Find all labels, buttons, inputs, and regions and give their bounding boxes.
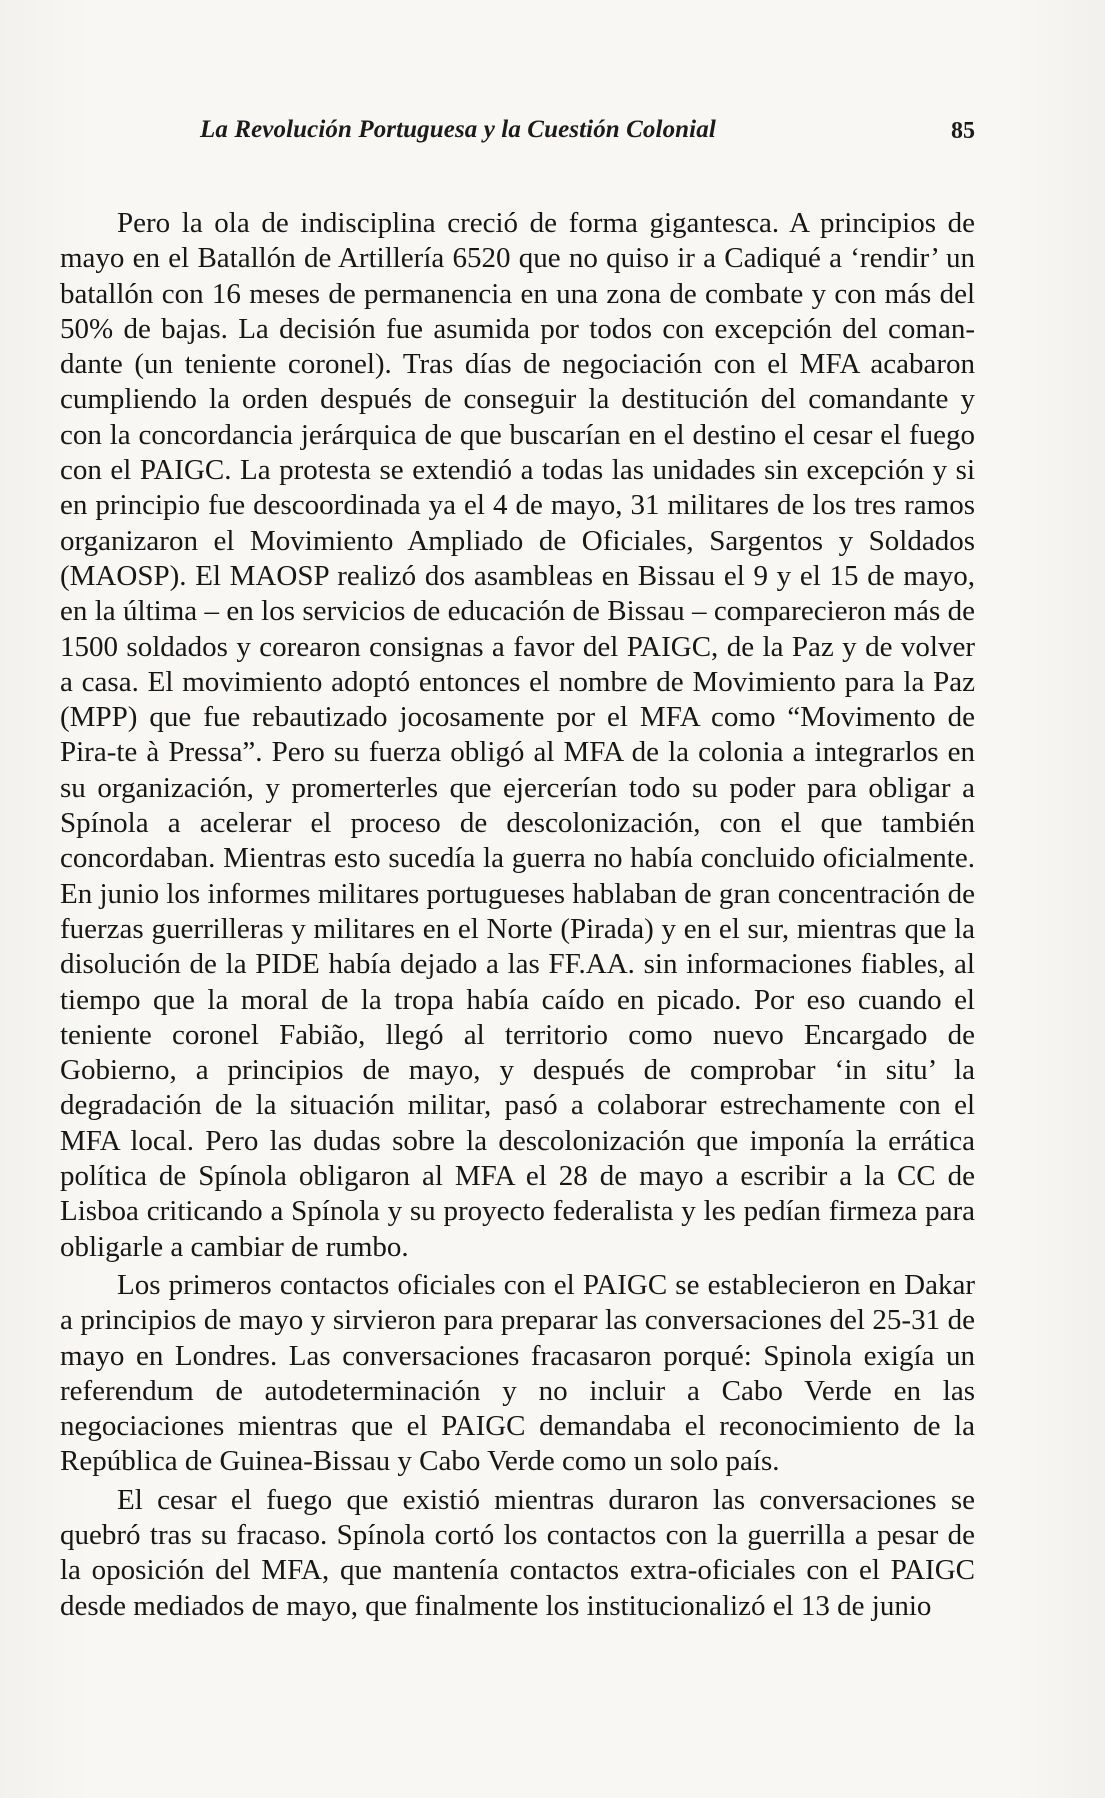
paragraph: Pero la ola de indisciplina creció de forma gigantesca. A principios de mayo en el Batallón de Artillería 6520 que no quiso ir a Cadiqué a ‘rendir’ un batallón con 16 meses de permanencia en una zona de combate y con más del 50% de bajas. La decisión fue asumida por todos con excepción del comandante (un teniente coronel). Tras días de negociación con el MFA acabaron cumpliendo la orden después de conseguir la destitución del comandante y con la concordancia jerárquica de que buscarían en el destino el cesar el fuego con el PAIGC. La protesta se extendió a todas las unidades sin excepción y si en principio fue descoordinada ya el 4 de mayo, 31 militares de los tres ramos organizaron el Movimiento Ampliado de Oficiales, Sargentos y Soldados (MAOSP). El MAOSP realizó dos asambleas en Bissau el 9 y el 15 de mayo, en la última – en los servicios de educación de Bissau – comparecieron más de 1500 soldados y corearon consignas a favor del PAIGC, de la Paz y de volver a casa. El movimiento adoptó entonces el nombre de Movimiento para la Paz (MPP) que fue rebautizado jocosamente por el MFA como “Movimento de Pira-te à Pressa”. Pero su fuerza obligó al MFA de la colonia a integrarlos en su organización, y promerterles que ejercerían todo su poder para obligar a Spínola a acelerar el proceso de descolonización, con el que también concordaban. Mientras esto sucedía la guerra no había concluido oficialmente. En junio los informes militares portugueses hablaban de gran concentración de fuerzas guerrilleras y militares en el Norte (Pirada) y en el sur, mientras que la disolución de la PIDE había dejado a las FF.AA. sin informaciones fiables, al tiempo que la moral de la tropa había caído en picado. Por eso cuando el teniente coronel Fabião, llegó al territorio como nuevo Encargado de Gobierno, a principios de mayo, y después de comprobar ‘in situ’ la degradación de la situación militar, pasó a colaborar estrechamente con el MFA local. Pero las dudas sobre la descolonización que imponía la errática política de Spínola obligaron al MFA el 28 de mayo a escribir a la CC de Lisboa criticando a Spínola y su proyecto federalista y les pedían firmeza para obligarle a cambiar de rumbo. bbox=[60, 207, 975, 1263]
paragraph: Los primeros contactos oficiales con el PAIGC se establecieron en Dakar a principios de mayo y sirvieron para preparar las conversaciones del 25-31 de mayo en Londres. Las conversaciones fracasaron porqué: Spinola exigía un referendum de autodeterminación y no incluir a Cabo Verde en las negociaciones mientras que el PAIGC demandaba el reconocimiento de la República de Guinea-Bissau y Cabo Verde como un solo país. bbox=[60, 1268, 975, 1478]
running-title: La Revolución Portuguesa y la Cuestión Colonial bbox=[200, 116, 716, 143]
page-number: 85 bbox=[951, 118, 975, 144]
running-header bbox=[200, 116, 975, 148]
body-text bbox=[60, 206, 975, 1627]
paragraph: El cesar el fuego que existió mientras duraron las conversaciones se quebró tras su fracaso. Spínola cortó los contactos con la guerrilla a pesar de la oposición del MFA, que mantenía contactos extra-oficiales con el PAIGC desde mediados de mayo, que finalmente los institucionalizó el 13 de junio bbox=[60, 1483, 975, 1622]
